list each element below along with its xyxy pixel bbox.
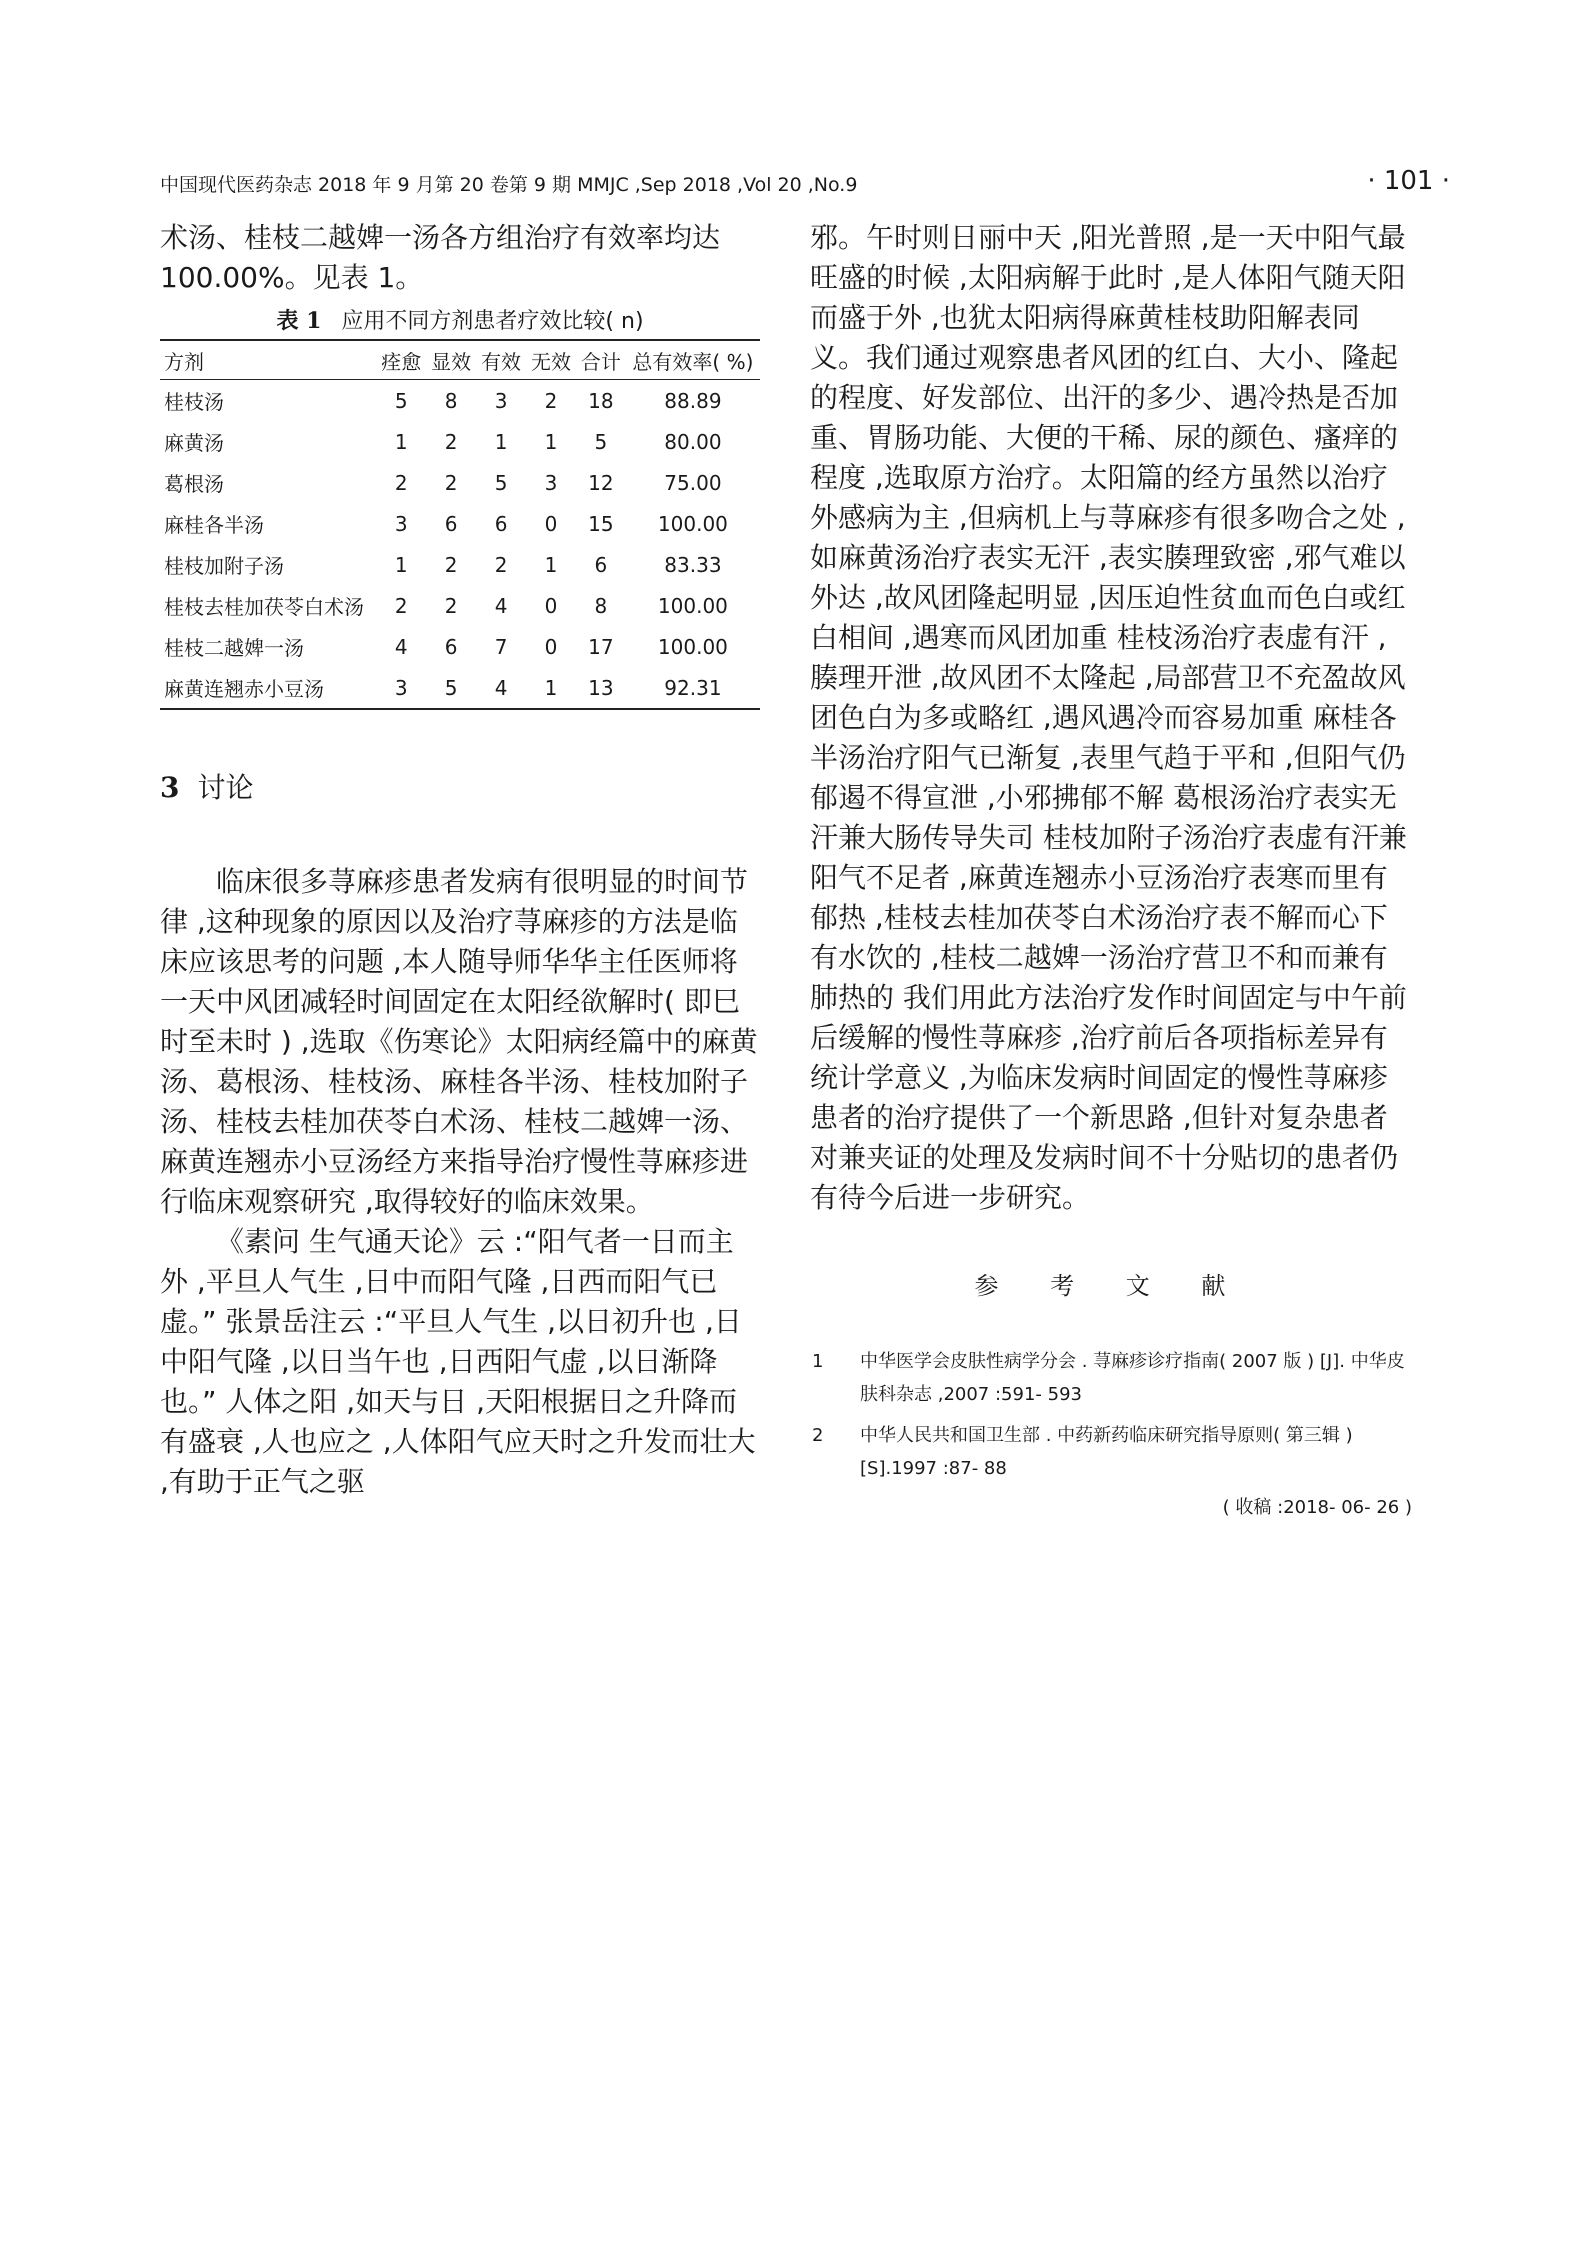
table-cell: 5 xyxy=(594,429,608,454)
table-cell: 17 xyxy=(588,634,614,659)
table-cell: 6 xyxy=(444,634,458,659)
table-cell: 6 xyxy=(594,552,608,577)
table-cell: 1 xyxy=(394,429,408,454)
table-label: 表 1 xyxy=(276,308,322,334)
reference-list xyxy=(810,1345,1412,1485)
table-cell: 桂枝汤 xyxy=(164,390,224,414)
table-cell: 1 xyxy=(544,552,558,577)
table-title: 应用不同方剂患者疗效比较( n) xyxy=(341,309,644,334)
table-cell: 2 xyxy=(444,470,458,495)
table-row xyxy=(160,462,760,503)
table-row xyxy=(160,585,760,626)
table-header-cell: 显效 xyxy=(431,349,472,374)
table-row xyxy=(160,626,760,667)
table-cell: 2 xyxy=(394,470,408,495)
table-cell: 4 xyxy=(494,593,508,618)
table-header-cell: 有效 xyxy=(481,349,522,374)
table-cell: 6 xyxy=(444,511,458,536)
table-cell: 1 xyxy=(494,429,508,454)
page-number: · 101 · xyxy=(1367,166,1450,196)
right-column xyxy=(810,218,1412,1519)
table-cell: 3 xyxy=(394,675,408,700)
table-row xyxy=(160,503,760,544)
table-cell: 2 xyxy=(544,388,558,413)
table-cell: 1 xyxy=(544,429,558,454)
table-cell: 2 xyxy=(444,552,458,577)
references-title: 参 考 文 献 xyxy=(974,1272,1248,1300)
table-cell: 92.31 xyxy=(664,675,722,700)
reference-item xyxy=(810,1345,1412,1411)
table-cell: 2 xyxy=(394,593,408,618)
section-heading xyxy=(160,766,760,806)
table-body xyxy=(160,380,760,710)
table-row xyxy=(160,380,760,422)
table-cell: 18 xyxy=(588,388,614,413)
table-cell: 1 xyxy=(394,552,408,577)
table-cell: 麻黄连翘赤小豆汤 xyxy=(164,677,324,701)
table-cell: 桂枝去桂加茯苓白术汤 xyxy=(164,595,364,619)
table-cell: 2 xyxy=(444,593,458,618)
table-cell: 1 xyxy=(544,675,558,700)
table-header-cell: 合计 xyxy=(580,349,621,374)
table-cell: 5 xyxy=(444,675,458,700)
reference-item xyxy=(810,1419,1412,1485)
table-cell: 88.89 xyxy=(664,388,722,413)
table-cell: 2 xyxy=(494,552,508,577)
table-cell: 0 xyxy=(544,511,558,536)
table-cell: 葛根汤 xyxy=(164,472,224,496)
table-cell: 桂枝二越婢一汤 xyxy=(164,636,304,660)
table-cell: 7 xyxy=(494,634,508,659)
reference-number: 2 xyxy=(812,1425,824,1446)
table-cell: 83.33 xyxy=(664,552,722,577)
table-cell: 80.00 xyxy=(664,429,722,454)
reference-text: 中华人民共和国卫生部 . 中药新药临床研究指导原则( 第三辑 ) [S].1997 :87- 88 xyxy=(860,1425,1353,1479)
discussion-paragraph-3: 邪。午时则日丽中天 ,阳光普照 ,是一天中阳气最旺盛的时候 ,太阳病解于此时 ,是人体阳气随天阳而盛于外 ,也犹太阳病得麻黄桂枝助阳解表同义。我们通过观察患者风团的红白、大小、隆起的程度、好发部位、出汗的多少、遇冷热是否加重、胃肠功能、大便的干稀、尿的颜色、瘙痒的程度 ,选取原方治疗。太阳篇的经方虽然以治疗外感病为主 ,但病机上与荨麻疹有很多吻合之处 ,如麻黄汤治疗表实无汗 ,表实腠理致密 ,邪气难以外达 ,故风团隆起明显 ,因压迫性贫血而色白或红白相间 ,遇寒而风团加重 桂枝汤治疗表虚有汗 ,腠理开泄 ,故风团不太隆起 ,局部营卫不充盈故风团色白为多或略红 ,遇风遇冷而容易加重 麻桂各半汤治疗阳气已渐复 ,表里气趋于平和 ,但阳气仍郁遏不得宣泄 ,小邪拂郁不解 葛根汤治疗表实无汗兼大肠传导失司 桂枝加附子汤治疗表虚有汗兼阳气不足者 ,麻黄连翘赤小豆汤治疗表寒而里有郁热 ,桂枝去桂加茯苓白术汤治疗表不解而心下有水饮的 ,桂枝二越婢一汤治疗营卫不和而兼有肺热的 我们用此方法治疗发作时间固定与中午前后缓解的慢性荨麻疹 ,治疗前后各项指标差异有统计学意义 ,为临床发病时间固定的慢性荨麻疹患者的治疗提供了一个新思路 ,但针对复杂患者对兼夹证的处理及发病时间不十分贴切的患者仍有待今后进一步研究。 xyxy=(810,221,1407,1214)
discussion-paragraph-1: 临床很多荨麻疹患者发病有很明显的时间节律 ,这种现象的原因以及治疗荨麻疹的方法是临床应该思考的问题 ,本人随导师华华主任医师将一天中风团减轻时间固定在太阳经欲解时( 即巳时至未时 ) ,选取《伤寒论》太阳病经篇中的麻黄汤、葛根汤、桂枝汤、麻桂各半汤、桂枝加附子汤、桂枝去桂加茯苓白术汤、桂枝二越婢一汤、麻黄连翘赤小豆汤经方来指导治疗慢性荨麻疹进行临床观察研究 ,取得较好的临床效果。 xyxy=(160,865,758,1218)
table-cell: 100.00 xyxy=(657,511,728,536)
table-row xyxy=(160,421,760,462)
intro-text: 术汤、桂枝二越婢一汤各方组治疗有效率均达 100.00%。见表 1。 xyxy=(160,221,721,294)
table-cell: 100.00 xyxy=(657,593,728,618)
table-cell: 8 xyxy=(444,388,458,413)
table-cell: 75.00 xyxy=(664,470,722,495)
reference-text: 中华医学会皮肤性病学分会 . 荨麻疹诊疗指南( 2007 版 ) [J]. 中华皮肤科杂志 ,2007 :591- 593 xyxy=(860,1351,1405,1405)
table-cell: 0 xyxy=(544,593,558,618)
table-cell: 麻黄汤 xyxy=(164,431,224,455)
table-cell: 12 xyxy=(588,470,614,495)
table-cell: 13 xyxy=(588,675,614,700)
reference-number: 1 xyxy=(812,1351,824,1372)
table-cell: 3 xyxy=(494,388,508,413)
table-cell: 6 xyxy=(494,511,508,536)
table-cell: 0 xyxy=(544,634,558,659)
efficacy-table xyxy=(160,339,760,710)
table-cell: 4 xyxy=(394,634,408,659)
table-cell: 5 xyxy=(494,470,508,495)
table-cell: 15 xyxy=(588,511,614,536)
received-date: ( 收稿 :2018- 06- 26 ) xyxy=(1222,1497,1412,1518)
table-cell: 4 xyxy=(494,675,508,700)
table-header-row xyxy=(160,340,760,380)
table-row xyxy=(160,667,760,709)
table-cell: 2 xyxy=(444,429,458,454)
table-cell: 桂枝加附子汤 xyxy=(164,554,284,578)
section-title: 讨论 xyxy=(197,771,254,804)
table-header-cell: 痊愈 xyxy=(381,349,422,374)
table-row xyxy=(160,544,760,585)
table-header-cell: 总有效率( %) xyxy=(632,349,754,374)
table-header-cell: 无效 xyxy=(530,349,571,374)
discussion-paragraph-2: 《素问 生气通天论》云 :“阳气者一日而主外 ,平旦人气生 ,日中而阳气隆 ,日西而阳气已虚。” 张景岳注云 :“平旦人气生 ,以日初升也 ,日中阳气隆 ,以日当午也 ,日西阳气虚 ,以日渐降也。” 人体之阳 ,如天与日 ,天阳根据日之升降而有盛衰 ,人也应之 ,人体阳气应天时之升发而壮大 ,有助于正气之驱 xyxy=(160,1225,756,1498)
table-cell: 3 xyxy=(544,470,558,495)
table-header-cell: 方剂 xyxy=(164,349,204,374)
table-cell: 5 xyxy=(394,388,408,413)
journal-header: 中国现代医药杂志 2018 年 9 月第 20 卷第 9 期 MMJC ,Sep 2018 ,Vol 20 ,No.9 xyxy=(160,174,858,196)
table-cell: 3 xyxy=(394,511,408,536)
left-column xyxy=(160,218,760,1502)
table-cell: 8 xyxy=(594,593,608,618)
table-cell: 100.00 xyxy=(657,634,728,659)
table-cell: 麻桂各半汤 xyxy=(164,513,264,537)
table-caption xyxy=(160,304,760,335)
section-number: 3 xyxy=(160,771,180,804)
